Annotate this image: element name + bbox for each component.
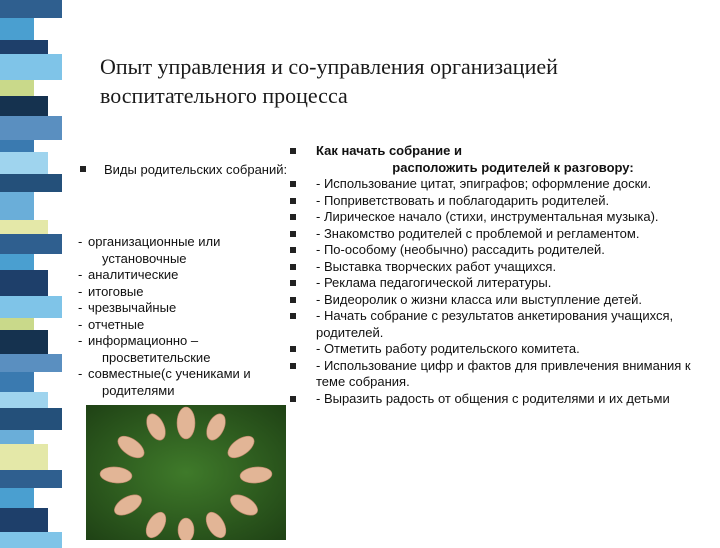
meeting-type-item [78,267,278,284]
bullet-icon [290,313,296,319]
stripe-block [0,192,34,220]
stripe-block [0,330,48,354]
stripe-block [0,234,62,254]
item-text: - Выставка творческих работ учащихся. [316,258,557,274]
meeting-type-item [78,284,278,301]
item-text-continuation: родителями [102,382,175,398]
stripe-block [0,408,62,430]
bullet-icon [290,198,296,204]
item-text: чрезвычайные [88,300,177,315]
meeting-start-item [290,391,710,408]
item-text: - Поприветствовать и поблагодарить родителей. [316,192,610,208]
meeting-start-item [290,176,710,193]
stripe-block [0,40,48,54]
meeting-start-item [290,292,710,309]
item-dash: - [78,333,83,348]
item-text: - Использование цитат, эпиграфов; оформление доски. [316,176,652,191]
meeting-start-item [290,259,710,276]
meeting-start-list [290,143,710,407]
bullet-icon [290,231,296,237]
meeting-type-item [78,300,278,317]
bullet-icon [290,297,296,303]
item-text-continuation: просветительские [102,349,211,365]
item-text: - Лирическое начало (стихи, инструментальная музыка). [316,209,659,224]
item-text: - Выразить радость от общения с родителями и их детьми [316,390,670,406]
item-text: итоговые [88,283,144,299]
bullet-icon [290,363,296,369]
bullet-icon [290,280,296,286]
stripe-block [0,508,48,532]
item-text: организационные или [88,234,221,249]
stripe-block [0,532,62,548]
bullet-icon [80,166,86,172]
stripe-block [0,318,34,330]
bullet-icon [290,346,296,352]
item-dash: - [78,366,83,381]
bullet-icon [290,181,296,187]
item-text: отчетные [88,316,145,332]
stripe-block [0,220,48,234]
item-text-continuation: установочные [102,250,187,266]
stripe-block [0,96,48,116]
stripe-block [0,488,34,508]
item-dash: - [78,316,83,332]
stripe-block [0,116,62,140]
item-dash: - [78,234,83,249]
stripe-block [0,174,62,192]
meeting-start-item [290,275,710,292]
item-text: - Использование цифр и фактов для привлечения внимания к теме собрания. [316,357,691,389]
stripe-block [0,80,34,96]
item-dash: - [78,300,83,315]
stripe-block [0,372,34,392]
stripe-block [0,430,34,444]
meeting-start-item [290,226,710,243]
hands-photo [86,405,286,540]
meeting-start-item [290,193,710,210]
meeting-start-item [290,242,710,259]
meeting-type-item [78,366,278,399]
meeting-type-item [78,333,278,366]
right-heading-line1: Как начать собрание и [316,143,462,158]
meeting-start-item [290,341,710,358]
item-text: - Реклама педагогической литературы. [316,275,552,290]
stripe-block [0,444,48,470]
bullet-icon [290,264,296,270]
stripe-block [0,0,62,18]
bullet-icon [290,148,296,154]
right-heading [290,143,710,176]
bullet-icon [290,214,296,220]
stripe-block [0,18,34,40]
item-text: - Отметить работу родительского комитета. [316,341,580,356]
stripe-block [0,270,48,296]
meeting-start-item [290,308,710,341]
left-heading-text: Виды родительских собраний: [104,162,288,177]
item-text: - По-особому (необычно) рассадить родителей. [316,242,605,257]
stripe-block [0,470,62,488]
bullet-icon [290,396,296,402]
hands-circle-image [86,405,286,540]
meeting-start-item [290,209,710,226]
stripe-block [0,152,48,174]
meeting-type-item [78,234,278,267]
item-text: - Знакомство родителей с проблемой и регламентом. [316,225,640,241]
item-dash: - [78,283,83,299]
item-text: - Начать собрание с результатов анкетирования учащихся, родителей. [316,308,674,340]
stripe-block [0,254,34,270]
item-text: - Видеоролик о жизни класса или выступление детей. [316,291,643,307]
stripe-block [0,392,48,408]
item-text: совместные(с учениками и [88,366,251,381]
stripe-block [0,54,62,80]
slide-title: Опыт управления и со-управления организацией воспитательного процесса [100,54,558,108]
item-text: информационно – [88,333,199,348]
decorative-stripe [0,0,62,540]
meeting-start-item [290,358,710,391]
bullet-icon [290,247,296,253]
item-text: аналитические [88,267,179,282]
stripe-block [0,354,62,372]
meeting-types-list [78,234,278,399]
stripe-block [0,140,34,152]
right-heading-line2: расположить родителей к разговору: [392,159,634,175]
item-dash: - [78,267,83,282]
meeting-type-item [78,317,278,334]
stripe-block [0,296,62,318]
